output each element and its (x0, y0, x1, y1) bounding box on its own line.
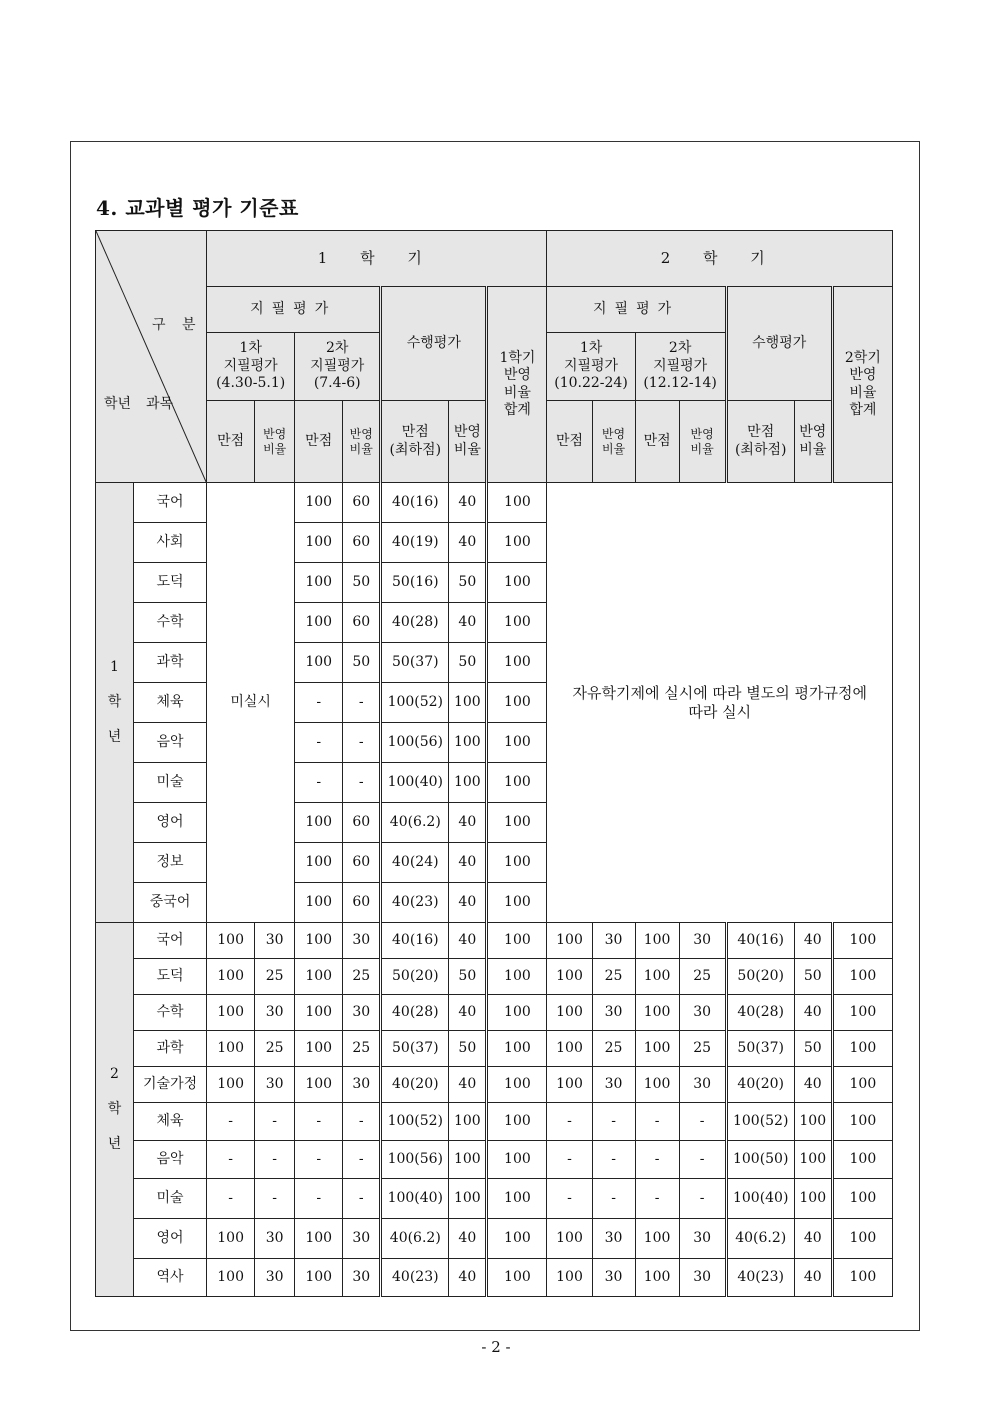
table-cell: 50 (794, 1031, 832, 1067)
table-cell: 100 (487, 723, 547, 763)
subject-cell: 도덕 (134, 563, 207, 603)
table-cell: 60 (343, 803, 381, 843)
table-cell: 100 (295, 883, 343, 923)
subject-cell: 수학 (134, 995, 207, 1031)
table-cell: 25 (679, 1031, 726, 1067)
table-cell: 100 (832, 1259, 892, 1297)
table-cell: 50 (449, 1031, 487, 1067)
table-cell: 40(16) (726, 923, 794, 959)
table-cell: 50(20) (726, 959, 794, 995)
table-cell: - (295, 683, 343, 723)
table-cell: 100 (295, 1219, 343, 1259)
subject-cell: 영어 (134, 1219, 207, 1259)
full-score-header: 만점 (635, 401, 679, 483)
table-cell: 50 (343, 563, 381, 603)
table-cell: 40(28) (381, 995, 449, 1031)
table-cell: - (207, 1103, 255, 1141)
subject-cell: 미술 (134, 1179, 207, 1219)
table-cell: 50(37) (726, 1031, 794, 1067)
table-cell: 100 (635, 923, 679, 959)
table-cell: 100 (487, 1259, 547, 1297)
table-cell: 100(52) (726, 1103, 794, 1141)
table-cell: 100(50) (726, 1141, 794, 1179)
full-min-header: 만점 (최하점) (381, 401, 449, 483)
table-cell: 100 (487, 1031, 547, 1067)
table-cell: - (295, 1141, 343, 1179)
full-score-header: 만점 (207, 401, 255, 483)
s2-second-exam-header: 2차 지필평가 (12.12-14) (635, 333, 726, 401)
table-cell: 60 (343, 483, 381, 523)
table-cell: 100(52) (381, 1103, 449, 1141)
table-cell: - (343, 1141, 381, 1179)
table-cell: 100 (547, 1259, 592, 1297)
table-cell: - (592, 1179, 635, 1219)
table-cell: 40 (794, 995, 832, 1031)
table-cell: 100 (295, 803, 343, 843)
table-cell: 100 (547, 959, 592, 995)
table-cell: 40(16) (381, 923, 449, 959)
table-cell: 40 (794, 923, 832, 959)
table-cell: 100 (295, 995, 343, 1031)
table-cell: 40(28) (381, 603, 449, 643)
table-cell: 100 (794, 1141, 832, 1179)
table-cell: 30 (255, 1259, 295, 1297)
table-cell: 30 (343, 1259, 381, 1297)
grade1-sem2-note: 자유학기제에 실시에 따라 별도의 평가규정에 따라 실시 (547, 483, 893, 923)
subject-cell: 사회 (134, 523, 207, 563)
table-cell: 100(40) (381, 763, 449, 803)
table-cell: - (592, 1103, 635, 1141)
table-cell: 40(23) (381, 1259, 449, 1297)
table-cell: 100 (635, 995, 679, 1031)
subject-cell: 과학 (134, 1031, 207, 1067)
table-cell: 60 (343, 603, 381, 643)
table-cell: 100 (449, 683, 487, 723)
table-cell: 100 (832, 1219, 892, 1259)
table-cell: 100 (295, 843, 343, 883)
semester1-header: 1 학 기 (207, 231, 547, 287)
table-cell: 50 (449, 563, 487, 603)
table-cell: 100 (635, 1067, 679, 1103)
subject-cell: 중국어 (134, 883, 207, 923)
table-cell: - (255, 1179, 295, 1219)
table-cell: 100 (295, 643, 343, 683)
table-cell: 25 (255, 1031, 295, 1067)
subject-cell: 도덕 (134, 959, 207, 995)
table-cell: 100 (449, 1141, 487, 1179)
table-cell: 100(56) (381, 1141, 449, 1179)
table-cell: 40 (449, 843, 487, 883)
table-cell: 40 (449, 523, 487, 563)
table-cell: 40 (449, 923, 487, 959)
table-cell: 30 (343, 1219, 381, 1259)
table-cell: 100 (832, 1179, 892, 1219)
table-cell: - (343, 763, 381, 803)
table-cell: 100 (207, 995, 255, 1031)
table-cell: - (679, 1141, 726, 1179)
table-cell: 100 (794, 1179, 832, 1219)
table-cell: 40 (449, 483, 487, 523)
table-cell: - (343, 683, 381, 723)
grade2-rows (96, 923, 893, 1297)
table-cell: 50(16) (381, 563, 449, 603)
table-cell: 100 (207, 1067, 255, 1103)
table-cell: 40(20) (381, 1067, 449, 1103)
table-cell: 100 (487, 1179, 547, 1219)
subject-cell: 음악 (134, 1141, 207, 1179)
table-cell: 30 (592, 923, 635, 959)
table-cell: 100 (487, 683, 547, 723)
header-diagonal-cell (96, 231, 207, 483)
table-cell: - (207, 1179, 255, 1219)
table-cell: 30 (679, 1067, 726, 1103)
table-cell: 30 (679, 995, 726, 1031)
table-cell: - (592, 1141, 635, 1179)
semester2-header: 2 학 기 (547, 231, 893, 287)
table-cell: 30 (679, 923, 726, 959)
grade2-label: 2 학 년 (96, 923, 134, 1297)
table-cell: 100 (635, 1219, 679, 1259)
table-cell: 40(6.2) (381, 1219, 449, 1259)
table-cell: 100 (794, 1103, 832, 1141)
table-cell: 30 (255, 923, 295, 959)
s1-second-exam-header: 2차 지필평가 (7.4-6) (295, 333, 381, 401)
table-cell: 100 (832, 1141, 892, 1179)
full-min-header: 만점 (최하점) (726, 401, 794, 483)
table-cell: 100 (449, 723, 487, 763)
table-cell: 30 (592, 1259, 635, 1297)
table-cell: - (635, 1179, 679, 1219)
table-cell: 100 (295, 563, 343, 603)
ratio-header: 반영 비율 (343, 401, 381, 483)
table-cell: 25 (679, 959, 726, 995)
subject-cell: 음악 (134, 723, 207, 763)
table-cell: - (635, 1141, 679, 1179)
table-cell: 25 (592, 1031, 635, 1067)
table-cell: 100 (487, 563, 547, 603)
table-cell: 40 (449, 1067, 487, 1103)
table-cell: 100 (832, 1031, 892, 1067)
subject-cell: 국어 (134, 483, 207, 523)
table-cell: 100(52) (381, 683, 449, 723)
table-cell: 40(24) (381, 843, 449, 883)
subject-cell: 국어 (134, 923, 207, 959)
table-cell: 100 (487, 523, 547, 563)
table-cell: - (547, 1179, 592, 1219)
table-cell: 100 (547, 1067, 592, 1103)
s2-written-header: 지필평가 (547, 287, 726, 333)
table-cell: 100 (295, 523, 343, 563)
table-cell: 30 (592, 1067, 635, 1103)
table-cell: 100 (487, 843, 547, 883)
table-cell: 40(6.2) (381, 803, 449, 843)
table-cell: 40(28) (726, 995, 794, 1031)
subject-cell: 기술가정 (134, 1067, 207, 1103)
table-cell: 100 (207, 959, 255, 995)
full-score-header: 만점 (547, 401, 592, 483)
s2-total-header: 2학기 반영 비율 합계 (832, 287, 892, 483)
full-score-header: 만점 (295, 401, 343, 483)
table-cell: 50 (449, 959, 487, 995)
table-cell: 40 (449, 603, 487, 643)
table-cell: 100 (207, 923, 255, 959)
table-cell: 40(19) (381, 523, 449, 563)
table-cell: 25 (343, 959, 381, 995)
table-cell: 100(40) (726, 1179, 794, 1219)
table-cell: 50 (449, 643, 487, 683)
table-cell: 100 (487, 643, 547, 683)
table-cell: 100 (832, 923, 892, 959)
table-cell: 40 (449, 803, 487, 843)
table-cell: 40 (449, 1259, 487, 1297)
table-cell: 100(56) (381, 723, 449, 763)
subject-cell: 체육 (134, 683, 207, 723)
table-cell: 100 (207, 1219, 255, 1259)
s1-perf-header: 수행평가 (381, 287, 487, 401)
s2-first-exam-header: 1차 지필평가 (10.22-24) (547, 333, 635, 401)
table-cell: 100 (635, 1259, 679, 1297)
subject-cell: 수학 (134, 603, 207, 643)
table-cell: 100 (635, 959, 679, 995)
table-cell: 40(16) (381, 483, 449, 523)
table-cell: 100(40) (381, 1179, 449, 1219)
table-cell: 40 (449, 1219, 487, 1259)
table-cell: 50(37) (381, 643, 449, 683)
table-cell: 100 (487, 603, 547, 643)
table-cell: 25 (343, 1031, 381, 1067)
section-title: 4. 교과별 평가 기준표 (96, 196, 299, 220)
table-cell: 100 (449, 1103, 487, 1141)
table-cell: 100 (487, 763, 547, 803)
table-cell: 100 (295, 603, 343, 643)
subject-cell: 미술 (134, 763, 207, 803)
s2-perf-header: 수행평가 (726, 287, 832, 401)
table-cell: 40 (794, 1259, 832, 1297)
table-cell: 100 (832, 1067, 892, 1103)
table-cell: 100 (635, 1031, 679, 1067)
table-cell: 100 (832, 1103, 892, 1141)
subject-cell: 정보 (134, 843, 207, 883)
ratio-header: 반영 비율 (255, 401, 295, 483)
s1-written-header: 지필평가 (207, 287, 381, 333)
table-cell: 100 (487, 803, 547, 843)
grade-label: 학년 (104, 396, 132, 412)
table-cell: - (255, 1141, 295, 1179)
table-cell: 100 (547, 1219, 592, 1259)
grade1-label: 1 학 년 (96, 483, 134, 923)
table-cell: - (547, 1141, 592, 1179)
table-cell: - (343, 1179, 381, 1219)
page-number: - 2 - (481, 1338, 511, 1356)
ratio-header: 반영 비율 (794, 401, 832, 483)
table-cell: - (635, 1103, 679, 1141)
table-cell: 60 (343, 523, 381, 563)
table-cell: 100 (295, 959, 343, 995)
ratio-header: 반영 비율 (592, 401, 635, 483)
table-cell: 100 (547, 995, 592, 1031)
table-cell: 40 (794, 1219, 832, 1259)
table-cell: 30 (592, 995, 635, 1031)
table-cell: 100 (295, 483, 343, 523)
table-cell: - (255, 1103, 295, 1141)
table-cell: 40 (449, 883, 487, 923)
table-cell: - (343, 1103, 381, 1141)
table-cell: 100 (295, 1259, 343, 1297)
table-cell: 50(20) (381, 959, 449, 995)
table-cell: 60 (343, 883, 381, 923)
table-cell: 40(6.2) (726, 1219, 794, 1259)
subject-cell: 역사 (134, 1259, 207, 1297)
table-cell: 30 (343, 995, 381, 1031)
table-cell: 100 (487, 1067, 547, 1103)
table-cell: 30 (592, 1219, 635, 1259)
subject-cell: 영어 (134, 803, 207, 843)
table-cell: - (679, 1103, 726, 1141)
table-cell: 40(23) (726, 1259, 794, 1297)
table-cell: 30 (343, 923, 381, 959)
diagonal-line (96, 231, 206, 482)
table-cell: 100 (832, 959, 892, 995)
table-cell: 40(23) (381, 883, 449, 923)
table-cell: 100 (547, 1031, 592, 1067)
gubun-label: 구 분 (152, 317, 202, 333)
table-cell: - (207, 1141, 255, 1179)
table-cell: 100 (295, 1067, 343, 1103)
table-cell: - (679, 1179, 726, 1219)
table-cell: 100 (487, 1141, 547, 1179)
table-cell: 100 (487, 959, 547, 995)
s1-first-exam-header: 1차 지필평가 (4.30-5.1) (207, 333, 295, 401)
table-cell: 100 (487, 883, 547, 923)
table-cell: 30 (343, 1067, 381, 1103)
table-cell: - (295, 763, 343, 803)
table-cell: 30 (679, 1219, 726, 1259)
table-cell: 100 (449, 763, 487, 803)
table-cell: 40(20) (726, 1067, 794, 1103)
table-cell: 30 (679, 1259, 726, 1297)
table-cell: 100 (487, 995, 547, 1031)
subject-label: 과목 (146, 396, 174, 412)
table-cell: 30 (255, 1219, 295, 1259)
table-cell: 50(37) (381, 1031, 449, 1067)
table-cell: 100 (487, 483, 547, 523)
table-cell: - (547, 1103, 592, 1141)
table-cell: 100 (487, 1103, 547, 1141)
table-cell: - (295, 1179, 343, 1219)
table-cell: 100 (295, 1031, 343, 1067)
table-cell: 100 (207, 1259, 255, 1297)
table-cell: 100 (547, 923, 592, 959)
s1-total-header: 1학기 반영 비율 합계 (487, 287, 547, 483)
table-cell: - (295, 1103, 343, 1141)
table-cell: 25 (255, 959, 295, 995)
table-cell: - (343, 723, 381, 763)
ratio-header: 반영 비율 (449, 401, 487, 483)
subject-cell: 체육 (134, 1103, 207, 1141)
ratio-header: 반영 비율 (679, 401, 726, 483)
table-cell: 30 (255, 1067, 295, 1103)
table-cell: 40 (794, 1067, 832, 1103)
table-cell: 100 (832, 995, 892, 1031)
table-cell: 100 (487, 923, 547, 959)
table-cell: - (295, 723, 343, 763)
table-cell: 100 (295, 923, 343, 959)
table-cell: 40 (449, 995, 487, 1031)
first-exam-not-held: 미실시 (207, 483, 295, 923)
table-cell: 50 (794, 959, 832, 995)
table-cell: 25 (592, 959, 635, 995)
table-cell: 50 (343, 643, 381, 683)
table-cell: 100 (207, 1031, 255, 1067)
table-cell: 30 (255, 995, 295, 1031)
table-cell: 60 (343, 843, 381, 883)
subject-cell: 과학 (134, 643, 207, 683)
table-cell: 100 (487, 1219, 547, 1259)
evaluation-criteria-table (95, 230, 893, 1297)
table-cell: 100 (449, 1179, 487, 1219)
